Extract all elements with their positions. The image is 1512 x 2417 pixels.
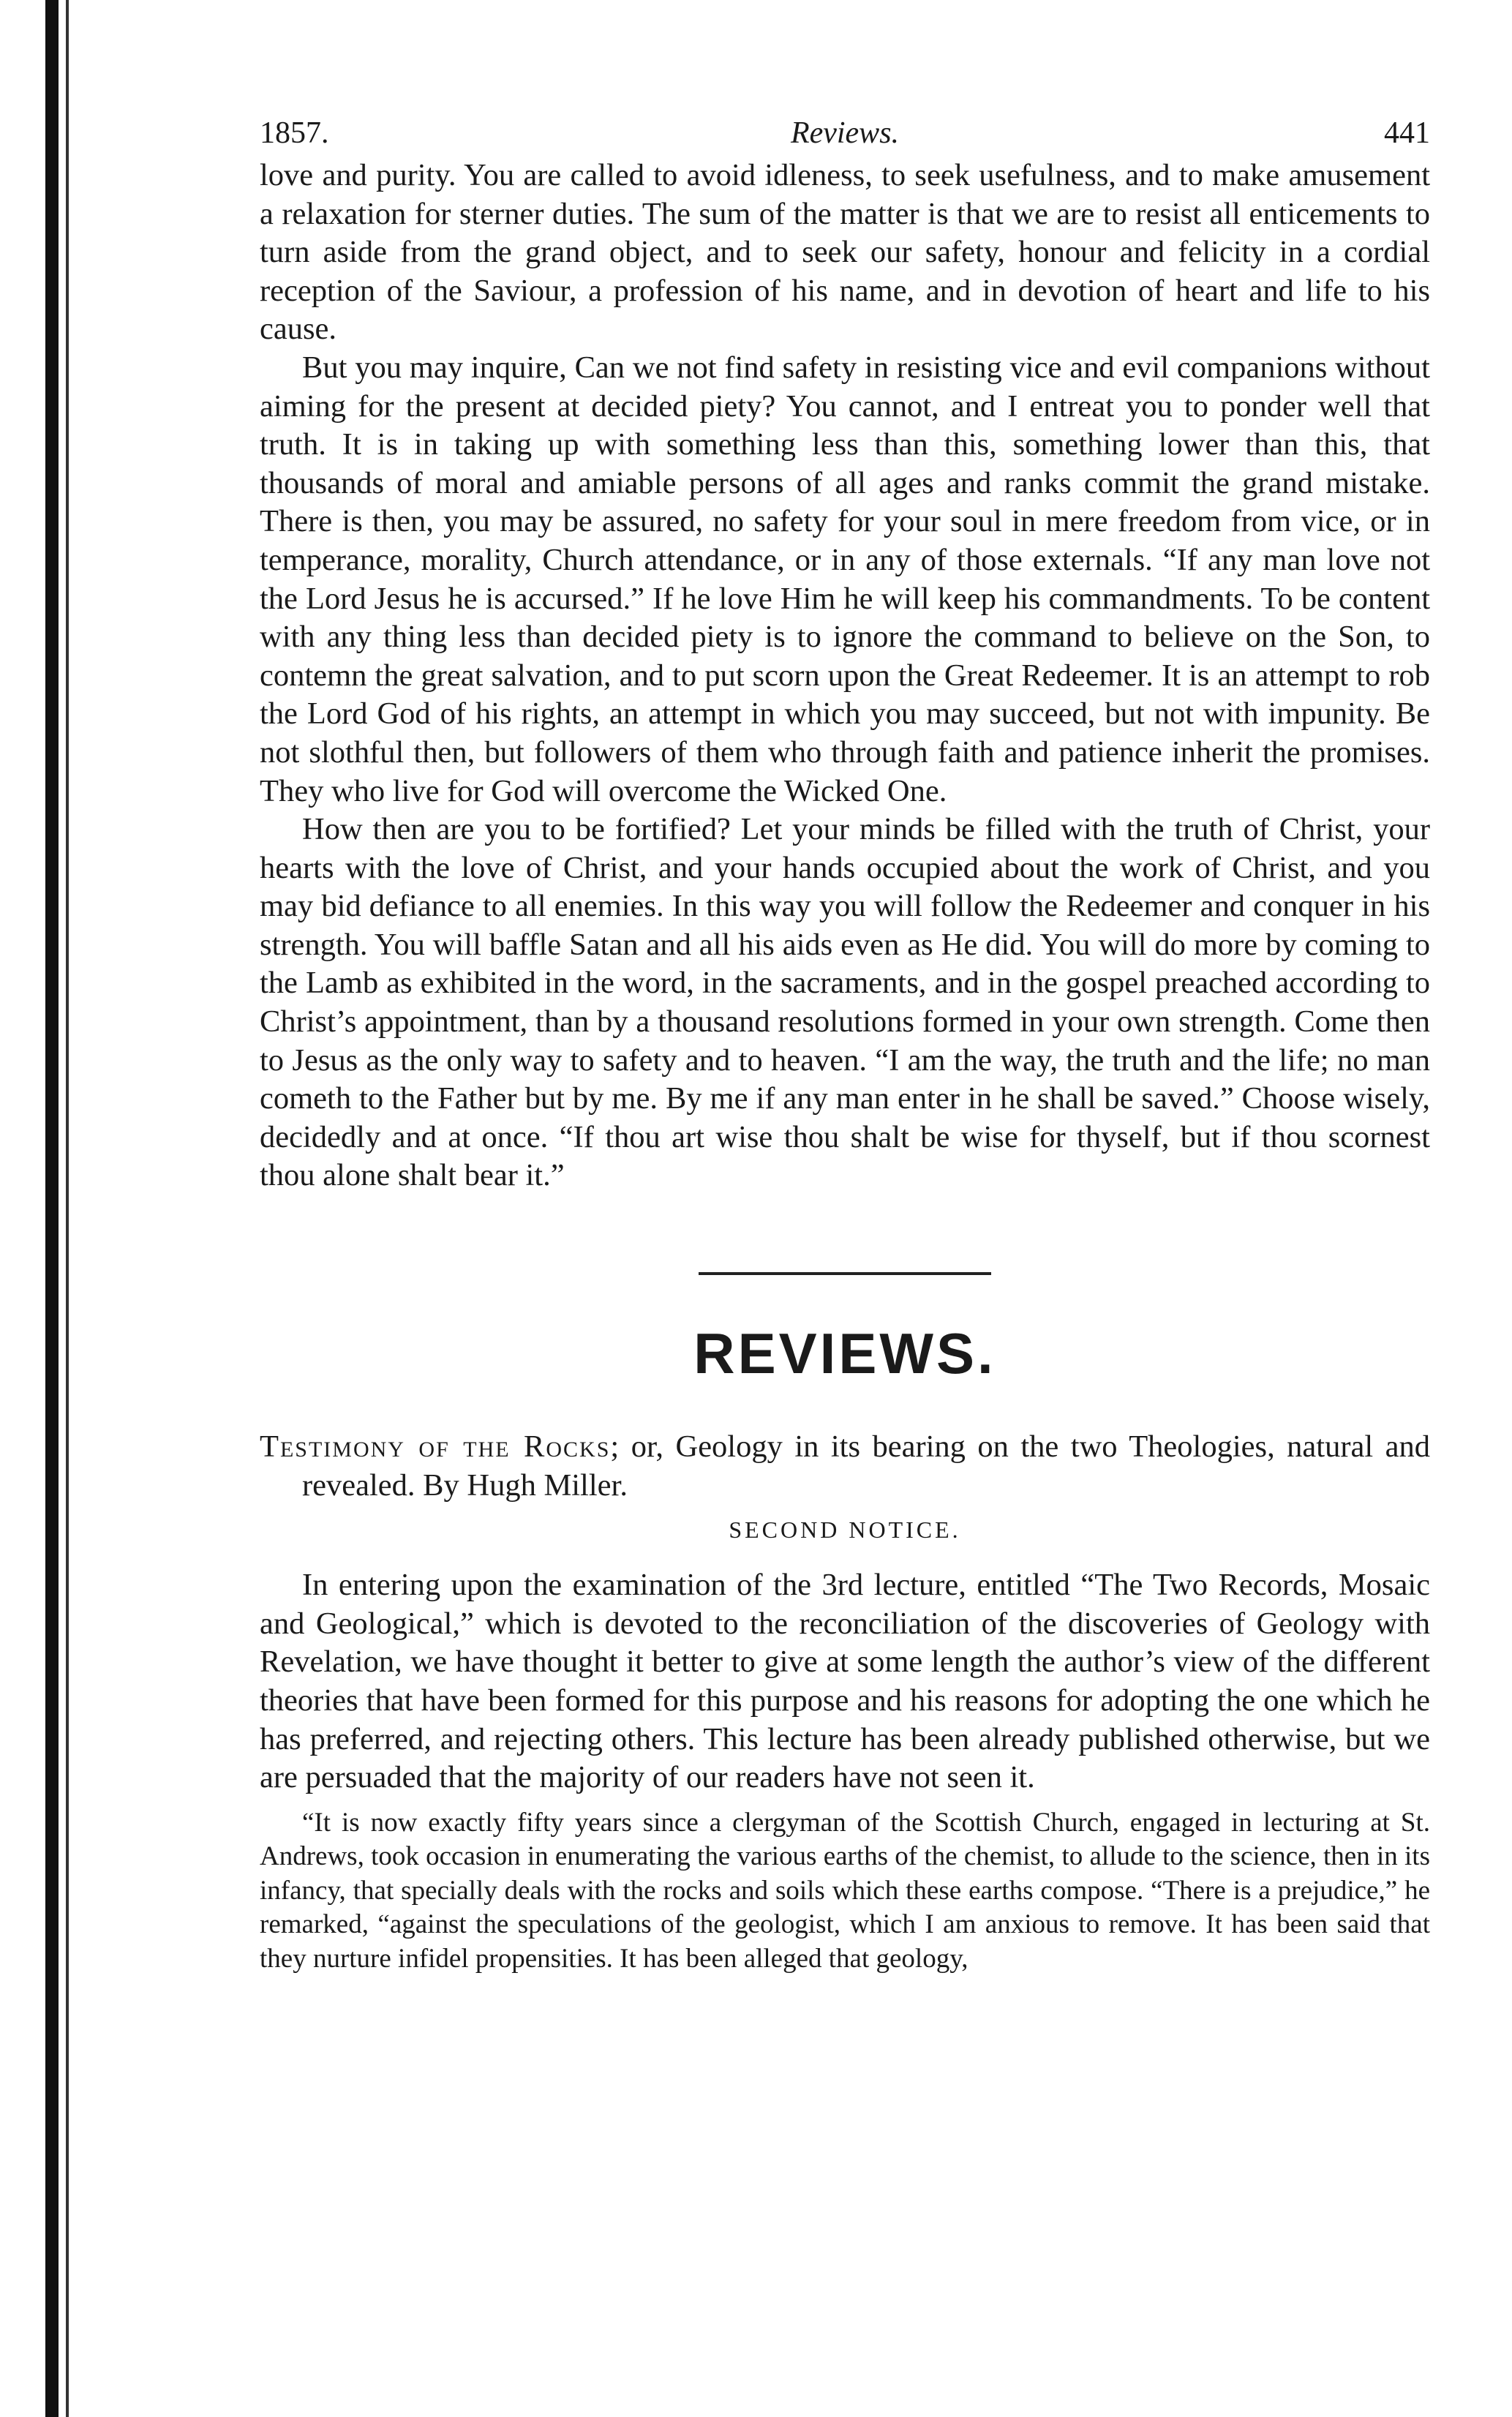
divider-rule [699,1272,991,1275]
binding-edge [45,0,59,2417]
paragraph-3: How then are you to be fortified? Let your minds be filled with the truth of Christ, your hearts with the love of Christ, and your hands occupied about the work of Christ, and you may bid defiance to all enemies. In this way you will follow the Redeemer and conquer in his strength. You will baffle Satan and all his aids even as He did. You will do more by coming to the Lamb as exhibited in the word, in the sacraments, and in the gospel preached according to Christ’s appointment, than by a thousand resolutions formed in your own strength. Come then to Jesus as the only way to safety and to heaven. “I am the way, the truth and the life; no man cometh to the Father but by me. By me if any man enter in he shall be saved.” Choose wisely, decidedly and at once. “If thou art wise thou shalt be wise for thyself, but if thou scornest thou alone shalt bear it.” [260,812,1430,1193]
page-number: 441 [1384,116,1430,150]
running-head [260,110,1430,157]
sermon-text [260,157,1430,1195]
review-notice: SECOND NOTICE. [729,1516,961,1544]
section-divider [260,1267,1430,1282]
review-intro-paragraph: In entering upon the examination of the 3rd lecture, entitled “The Two Records, Mosaic and Geological,” which is devoted to the reconciliation of the discoveries of Geology with Revelation, we have thought it better to give at some length the author’s view of the different theories that have been formed for this purpose and his reasons for adopting the one which he has preferred, and rejecting others. This lecture has been already published otherwise, but we are persuaded that the majority of our readers have not seen it. [260,1568,1430,1795]
review-title-rest: ; or, Geology in its bearing on the two Theologies, natural and revealed. By Hugh Miller. [302,1429,1430,1503]
paragraph-2: But you may inquire, Can we not find safety in resisting vice and evil companions without aiming for the present at decided piety? You cannot, and I entreat you to ponder well that truth. It is in taking up with something less than this, something lower than this, that thousands of moral and amiable persons of all ages and ranks commit the grand mistake. There is then, you may be assured, no safety for your soul in mere freedom from vice, or in temperance, morality, Church attendance, or in any of those externals. “If any man love not the Lord Jesus he is accursed.” If he love Him he will keep his commandments. To be content with any thing less than decided piety is to ignore the command to believe on the Son, to contemn the great salvation, and to put scorn upon the Great Redeemer. It is an attempt to rob the Lord God of his rights, an attempt in which you may succeed, but not with impunity. Be not slothful then, but followers of them who through faith and patience inherit the promises. They who live for God will overcome the Wicked One. [260,350,1430,808]
running-head-section: Reviews. [790,116,900,150]
page [260,110,1430,1976]
review-quote-paragraph: “It is now exactly fifty years since a clergyman of the Scottish Church, engaged in lecturing at St. Andrews, took occasion in enumerating the various earths of the chemist, to allude to the science, then in its infancy, that specially deals with the rocks and soils which these earths compose. “There is a prejudice,” he remarked, “against the speculations of the geologist, which I am anxious to remove. It has been said that they nurture infidel propensities. It has been alleged that geology, [260,1807,1430,1974]
running-head-year: 1857. [260,116,329,150]
section-heading: REVIEWS. [693,1321,996,1386]
review-intro [260,1566,1430,1797]
review-title-caps: Testimony of the Rocks [260,1429,611,1465]
paragraph-1: love and purity. You are called to avoid idleness, to seek usefulness, and to make amusement a relaxation for sterner duties. The sum of the matter is that we are to resist all enticements to turn aside from the grand object, and to seek our safety, honour and felicity in a cordial reception of the Saviour, a profession of his name, and in devotion of heart and life to his cause. [260,158,1430,347]
binding-edge-inner [66,0,69,2417]
review-title [260,1428,1430,1505]
review-quote [260,1806,1430,1977]
